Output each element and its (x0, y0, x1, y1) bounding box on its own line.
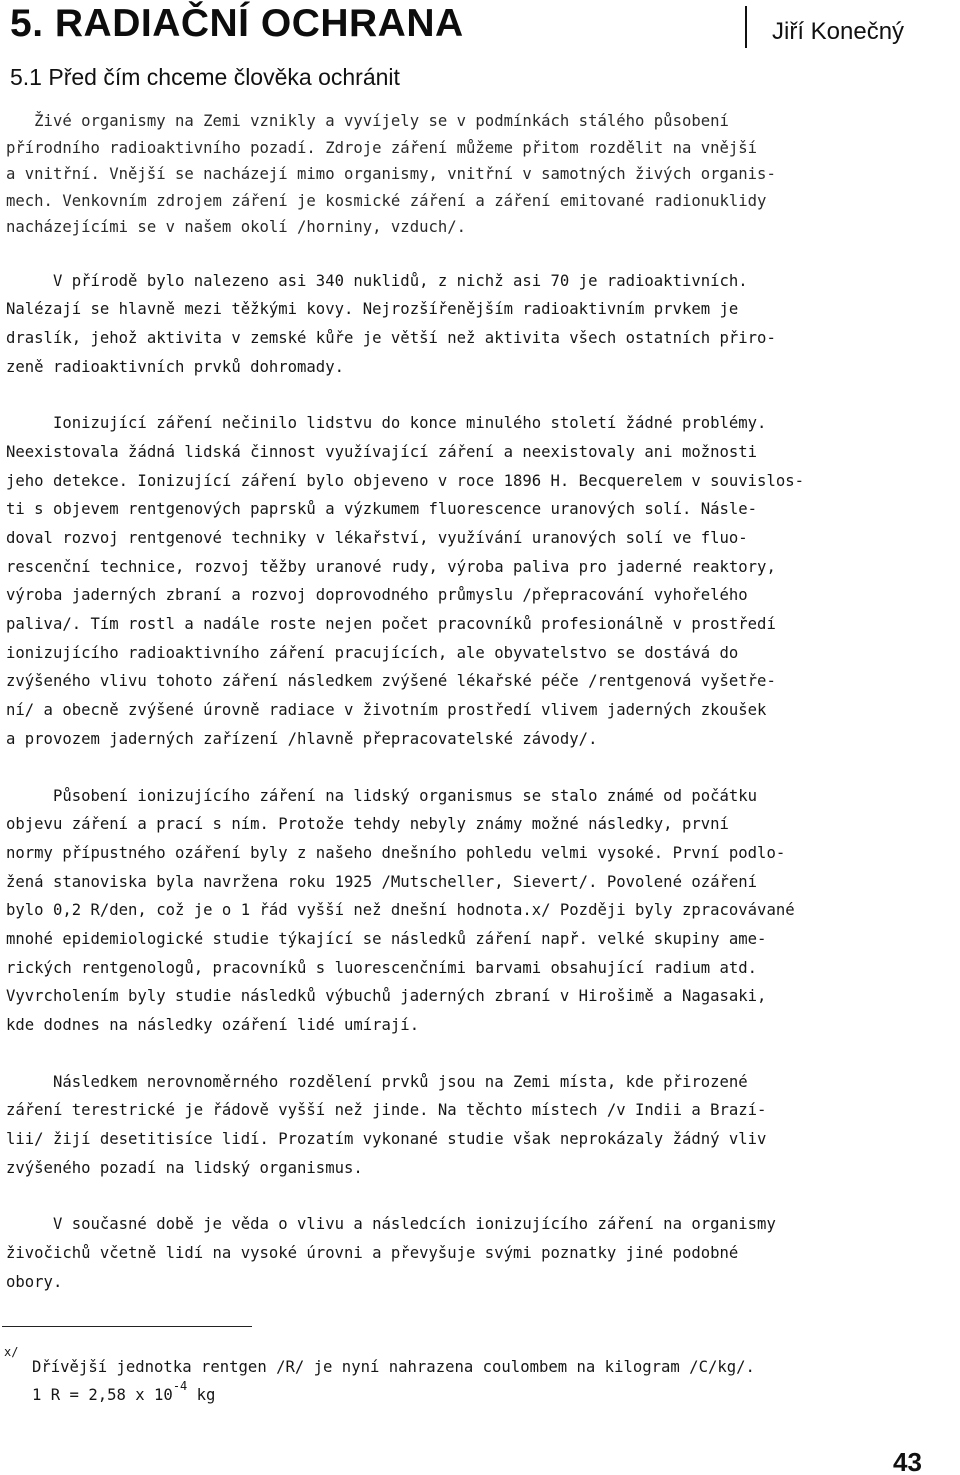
document-body (6, 108, 946, 1325)
text-line: Neexistovala žádná lidská činnost využívající záření a neexistovaly ani možnosti (6, 442, 758, 461)
text-line: doval rozvoj rentgenové techniky v lékařství, využívání uranových solí ve fluo- (6, 529, 748, 547)
paragraph (6, 1068, 946, 1183)
text-line: bylo 0,2 R/den, což je o 1 řád vyšší než dnešní hodnota.x/ Později byly zpracovávané (6, 901, 795, 920)
footnote (4, 1345, 946, 1409)
text-line: draslík, jehož aktivita v zemské kůře je větší než aktivita všech ostatních přiro- (6, 328, 776, 347)
page-number: 43 (893, 1447, 922, 1475)
author-name: Jiří Konečný (772, 18, 905, 45)
text-line: rescenční technice, rozvoj těžby uranové rudy, výroba paliva pro jaderné reaktory, (6, 557, 776, 576)
text-line: mech. Venkovním zdrojem záření je kosmické záření a záření emitované radionuklidy (6, 191, 767, 210)
text-line: Ionizující záření nečinilo lidstvu do konce minulého století žádné problémy. (6, 414, 767, 433)
text-line: Působení ionizujícího záření na lidský organismus se stalo známé od počátku (6, 786, 758, 805)
text-line: přírodního radioaktivního pozadí. Zdroje záření můžeme přitom rozdělit na vnější (6, 138, 758, 157)
header-divider (745, 6, 747, 48)
text-line: živočichů včetně lidí na vysoké úrovni a převyšuje svými poznatky jiné podobné (6, 1244, 739, 1263)
paragraph (6, 1210, 946, 1296)
text-line: ionizujícího radioaktivního záření pracujících, ale obyvatelstvo se dostává do (6, 643, 739, 662)
text-line: zvýšeného pozadí na lidský organismus. (6, 1158, 363, 1177)
formula-exponent: -4 (172, 1379, 188, 1393)
paragraph (6, 267, 946, 382)
text-line: objevu záření a prací s ním. Protože tehdy nebyly známy možné následky, první (6, 815, 729, 834)
text-line: Vyvrcholením byly studie následků výbuchů jaderných zbraní v Hirošimě a Nagasaki, (6, 987, 767, 1006)
text-line: zeně radioaktivních prvků dohromady. (6, 357, 344, 376)
text-line: V současné době je věda o vlivu a následcích ionizujícího záření na organismy (6, 1215, 776, 1234)
text-line: mnohé epidemiologické studie týkající se následků záření např. velké skupiny ame- (6, 929, 767, 948)
footnote-line: Dřívější jednotka rentgen /R/ je nyní nahrazena coulombem na kilogram /C/kg/. (32, 1358, 755, 1376)
text-line: jeho detekce. Ionizující záření bylo objeveno v roce 1896 H. Becquerelem v souvislos- (6, 471, 804, 490)
text-line: zvýšeného vlivu tohoto záření následkem zvýšené lékařské péče /rentgenová vyšetře- (6, 672, 776, 691)
text-line: žená stanoviska byla navržena roku 1925 /Mutscheller, Sievert/. Povolené ozáření (6, 872, 758, 891)
text-line: Živé organismy na Zemi vznikly a vyvíjely se v podmínkách stálého působení (6, 112, 729, 130)
section-title: 5.1 Před čím chceme člověka ochránit (10, 64, 400, 90)
footnote-divider (2, 1326, 252, 1327)
text-line: Nalézají se hlavně mezi těžkými kovy. Nejrozšířenějším radioaktivním prvkem je (6, 300, 739, 319)
text-line: Následkem nerovnoměrného rozdělení prvků jsou na Zemi místa, kde přirozené (6, 1072, 748, 1091)
formula-unit: kg (187, 1386, 216, 1404)
text-line: ní/ a obecně zvýšené úrovně radiace v životním prostředí vlivem jaderných zkoušek (6, 701, 767, 720)
text-line: obory. (6, 1272, 63, 1291)
footnote-formula (6, 1381, 946, 1409)
text-line: nacházejícími se v našem okolí /horniny, vzduch/. (6, 218, 467, 236)
text-line: V přírodě bylo nalezeno asi 340 nuklidů, z nichž asi 70 je radioaktivních. (6, 271, 748, 290)
text-line: a provozem jaderných zařízení /hlavně přepracovatelské závody/. (6, 729, 598, 748)
footnote-marker: x/ (4, 1345, 19, 1359)
text-line: výroba jaderných zbraní a rozvoj doprovodného průmyslu /přepracování vyhořelého (6, 586, 748, 605)
text-line: kde dodnes na následky ozáření lidé umírají. (6, 1016, 420, 1034)
text-line: normy přípustného ozáření byly z našeho dnešního pohledu velmi vysoké. První podlo- (6, 843, 786, 862)
chapter-title: 5. RADIAČNÍ OCHRANA (10, 2, 464, 45)
page-header (0, 0, 960, 100)
text-line: lii/ žijí desetitisíce lidí. Prozatím vykonané studie však neprokázaly žádný vliv (6, 1130, 767, 1149)
text-line: ti s objevem rentgenových paprsků a výzkumem fluorescence uranových solí. Násle- (6, 500, 758, 519)
paragraph (6, 782, 946, 1040)
paragraph (6, 409, 946, 753)
paragraph (6, 108, 946, 241)
formula-base: 1 R = 2,58 x 10 (32, 1386, 173, 1404)
text-line: rických rentgenologů, pracovníků s luorescenčními barvami obsahující radium atd. (6, 958, 758, 977)
text-line: paliva/. Tím rostl a nadále roste nejen počet pracovníků profesionálně v prostředí (6, 615, 776, 634)
text-line: záření terestrické je řádově vyšší než jinde. Na těchto místech /v Indii a Brazí- (6, 1101, 767, 1120)
text-line: a vnitřní. Vnější se nacházejí mimo organismy, vnitřní v samotných živých organis- (6, 165, 776, 183)
